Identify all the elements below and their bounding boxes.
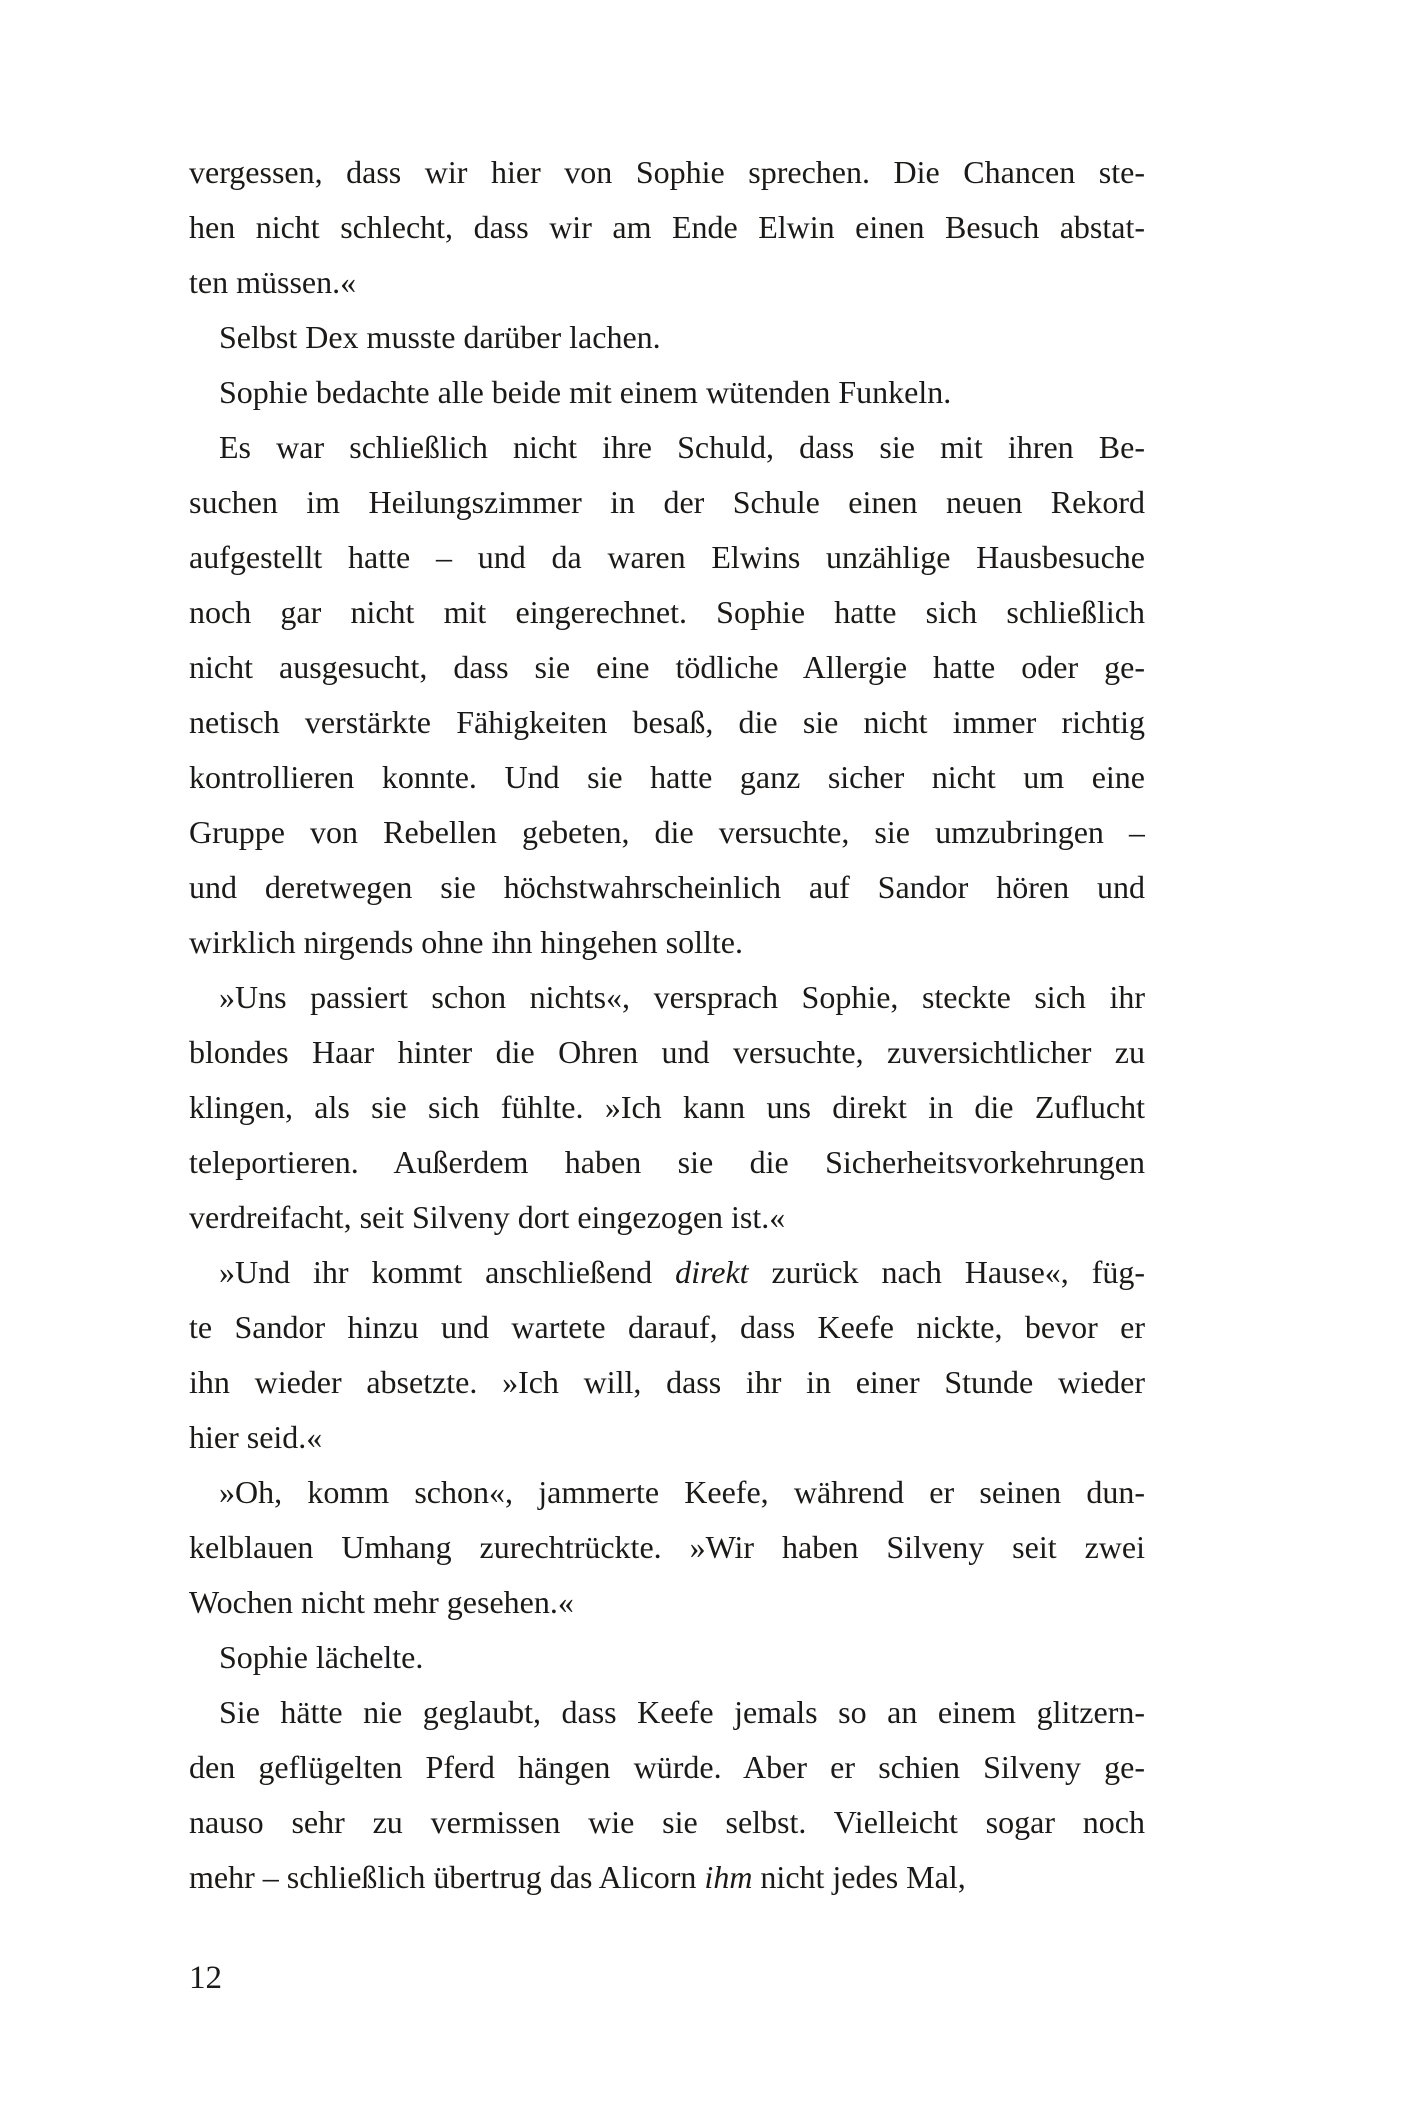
text-line xyxy=(189,365,1145,420)
text-line xyxy=(189,1410,1145,1465)
text-segment: te Sandor hinzu und wartete darauf, dass Keefe nickte, bevor er xyxy=(189,1309,1145,1345)
text-line xyxy=(189,1080,1145,1135)
text-line xyxy=(189,1685,1145,1740)
text-line xyxy=(189,1520,1145,1575)
text-segment: noch gar nicht mit eingerechnet. Sophie hatte sich schließlich xyxy=(189,594,1145,630)
text-line xyxy=(189,805,1145,860)
text-segment: den geflügelten Pferd hängen würde. Aber er schien Silveny ge- xyxy=(189,1749,1145,1785)
text-segment: hier seid.« xyxy=(189,1419,323,1455)
text-line xyxy=(189,1300,1145,1355)
text-segment: kelblauen Umhang zurechtrückte. »Wir haben Silveny seit zwei xyxy=(189,1529,1145,1565)
text-line xyxy=(189,695,1145,750)
text-segment: hen nicht schlecht, dass wir am Ende Elwin einen Besuch abstat- xyxy=(189,209,1145,245)
text-line xyxy=(189,310,1145,365)
text-segment: Selbst Dex musste darüber lachen. xyxy=(219,319,661,355)
text-line xyxy=(189,1465,1145,1520)
text-line xyxy=(189,1740,1145,1795)
text-line xyxy=(189,1630,1145,1685)
text-segment: ten müssen.« xyxy=(189,264,357,300)
text-segment-italic: ihm xyxy=(704,1859,753,1895)
page-text xyxy=(189,145,1145,1905)
text-segment: blondes Haar hinter die Ohren und versuchte, zuversichtlicher zu xyxy=(189,1034,1145,1070)
text-segment: nauso sehr zu vermissen wie sie selbst. Vielleicht sogar noch xyxy=(189,1804,1145,1840)
text-line xyxy=(189,585,1145,640)
text-segment: teleportieren. Außerdem haben sie die Sicherheitsvorkehrungen xyxy=(189,1144,1145,1180)
text-segment: zurück nach Hause«, füg- xyxy=(748,1254,1145,1290)
text-line xyxy=(189,640,1145,695)
text-segment: verdreifacht, seit Silveny dort eingezogen ist.« xyxy=(189,1199,786,1235)
text-line xyxy=(189,860,1145,915)
text-segment: Wochen nicht mehr gesehen.« xyxy=(189,1584,574,1620)
text-line xyxy=(189,1355,1145,1410)
text-segment: netisch verstärkte Fähigkeiten besaß, die sie nicht immer richtig xyxy=(189,704,1145,740)
text-line xyxy=(189,1025,1145,1080)
text-segment: klingen, als sie sich fühlte. »Ich kann uns direkt in die Zuflucht xyxy=(189,1089,1145,1125)
text-line xyxy=(189,1795,1145,1850)
text-line xyxy=(189,1850,1145,1905)
text-segment: Gruppe von Rebellen gebeten, die versuchte, sie umzubringen – xyxy=(189,814,1145,850)
text-segment: wirklich nirgends ohne ihn hingehen sollte. xyxy=(189,924,743,960)
text-segment: »Oh, komm schon«, jammerte Keefe, während er seinen dun- xyxy=(219,1474,1145,1510)
text-line xyxy=(189,750,1145,805)
text-line xyxy=(189,255,1145,310)
text-segment: suchen im Heilungszimmer in der Schule einen neuen Rekord xyxy=(189,484,1145,520)
text-segment: Sophie lächelte. xyxy=(219,1639,424,1675)
text-segment: nicht ausgesucht, dass sie eine tödliche Allergie hatte oder ge- xyxy=(189,649,1145,685)
text-segment: nicht jedes Mal, xyxy=(752,1859,966,1895)
text-segment: mehr – schließlich übertrug das Alicorn xyxy=(189,1859,705,1895)
text-segment: und deretwegen sie höchstwahrscheinlich auf Sandor hören und xyxy=(189,869,1145,905)
text-line xyxy=(189,145,1145,200)
text-line xyxy=(189,1245,1145,1300)
text-line xyxy=(189,475,1145,530)
text-segment: vergessen, dass wir hier von Sophie sprechen. Die Chancen ste- xyxy=(189,154,1145,190)
text-line xyxy=(189,530,1145,585)
text-segment-italic: direkt xyxy=(675,1254,749,1290)
text-line xyxy=(189,200,1145,255)
page-number: 12 xyxy=(189,1960,222,1996)
text-segment: Es war schließlich nicht ihre Schuld, dass sie mit ihren Be- xyxy=(219,429,1145,465)
text-line xyxy=(189,420,1145,475)
text-line xyxy=(189,970,1145,1025)
text-line xyxy=(189,1135,1145,1190)
text-line xyxy=(189,915,1145,970)
text-line xyxy=(189,1575,1145,1630)
text-segment: ihn wieder absetzte. »Ich will, dass ihr in einer Stunde wieder xyxy=(189,1364,1145,1400)
text-segment: Sophie bedachte alle beide mit einem wütenden Funkeln. xyxy=(219,374,952,410)
text-segment: »Uns passiert schon nichts«, versprach Sophie, steckte sich ihr xyxy=(219,979,1145,1015)
text-segment: kontrollieren konnte. Und sie hatte ganz sicher nicht um eine xyxy=(189,759,1145,795)
text-segment: »Und ihr kommt anschließend xyxy=(219,1254,676,1290)
text-segment: Sie hätte nie geglaubt, dass Keefe jemals so an einem glitzern- xyxy=(219,1694,1145,1730)
text-segment: aufgestellt hatte – und da waren Elwins unzählige Hausbesuche xyxy=(189,539,1145,575)
text-line xyxy=(189,1190,1145,1245)
